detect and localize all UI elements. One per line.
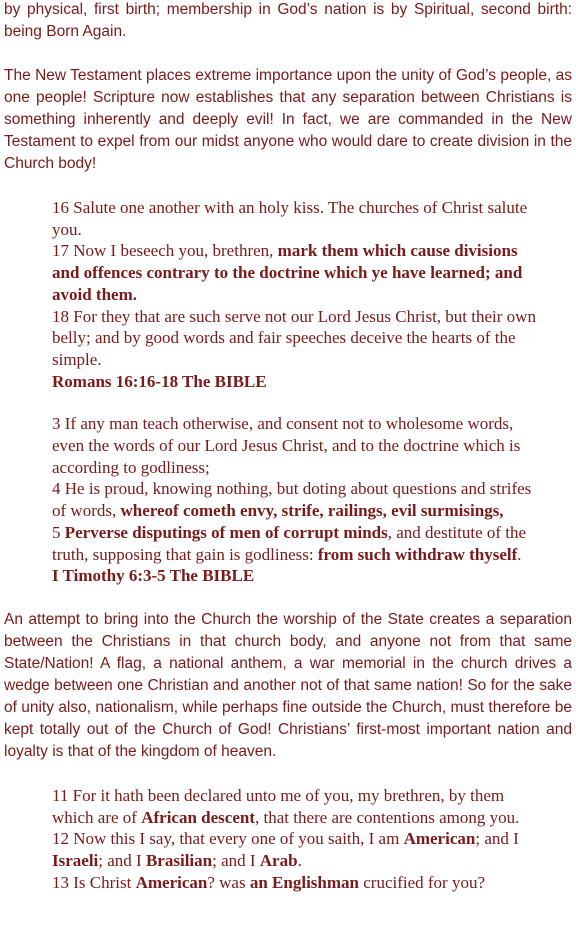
verse-11 <box>52 785 546 828</box>
verse-3: 3 If any man teach otherwise, and consent not to wholesome words, even the words of our Lord Jesus Christ, and to the doctrine which is according to godliness; <box>52 414 521 477</box>
verse-5-end: . <box>517 544 522 564</box>
verse-18: 18 For they that are such serve not our Lord Jesus Christ, but their own belly; and by good words and fair speeches deceive the hearts of the simple. <box>52 306 536 369</box>
verse-12-emphasis-3: Brasilian <box>145 851 213 871</box>
verse-12-sep-3: ; and I <box>212 851 260 871</box>
verse-4 <box>52 478 546 521</box>
scripture-quote-romans <box>52 197 546 392</box>
verse-12-emphasis-2: Israeli <box>52 851 99 871</box>
verse-13 <box>52 872 546 894</box>
verse-13-emphasis-2: an Englishman <box>249 872 359 892</box>
verse-5 <box>52 522 546 565</box>
verse-13-text: 13 Is Christ <box>52 872 136 892</box>
verse-12-emphasis-4: Arab <box>259 851 298 871</box>
verse-11-end: , that there are contentions among you. <box>255 807 520 827</box>
scripture-quote-timothy <box>52 413 546 587</box>
verse-16: 16 Salute one another with an holy kiss. The churches of Christ salute you. <box>52 198 528 239</box>
verse-13-mid: ? was <box>207 872 250 892</box>
verse-12-sep-2: ; and I <box>98 851 146 871</box>
verse-13-end: crucified for you? <box>358 872 486 892</box>
verse-11-emphasis: African descent <box>141 807 255 827</box>
verse-11-text: 11 For it hath been declared unto me of you, my brethren, by them which are of <box>52 785 505 827</box>
verse-5-emphasis-1: Perverse disputings of men of corrupt minds <box>64 522 388 542</box>
scripture-reference-timothy: I Timothy 6:3-5 The BIBLE <box>52 566 255 586</box>
verse-5-number: 5 <box>52 522 65 542</box>
verse-12-emphasis-1: American <box>403 829 476 849</box>
verse-17-emphasis: mark them which cause divisions and offences contrary to the doctrine which ye have learned; and avoid them. <box>52 241 523 304</box>
verse-17 <box>52 240 546 305</box>
body-paragraph-unity: The New Testament places extreme importance upon the unity of God’s people, as one people! Scripture now establishes that any separation between Christians is something inherently and deeply evil! In fact, we are commanded in the New Testament to expel from our midst anyone who would dare to create division in the Church body! <box>4 67 572 172</box>
scripture-reference-romans: Romans 16:16-18 The BIBLE <box>52 371 267 391</box>
scripture-quote-corinthians <box>52 785 546 894</box>
verse-12 <box>52 828 546 871</box>
body-paragraph-nationalism: An attempt to bring into the Church the worship of the State creates a separation between the Christians in that church body, and anyone not from that same State/Nation! A flag, a national anthem, a war memorial in the church drives a wedge between one Christian and another not of that same nation! So for the sake of unity also, nationalism, while perhaps fine outside the Church, must therefore be kept totally out of the Church of God! Christians’ first-most important nation and loyalty is that of the kingdom of heaven. <box>4 610 572 760</box>
verse-12-end: . <box>297 851 302 871</box>
verse-5-emphasis-2: from such withdraw thyself <box>317 544 518 564</box>
verse-12-text: 12 Now this I say, that every one of you saith, I am <box>52 829 404 849</box>
body-paragraph-intro: by physical, first birth; membership in God’s nation is by Spiritual, second birth: being Born Again. <box>4 1 572 40</box>
verse-13-emphasis-1: American <box>135 872 208 892</box>
verse-12-sep-1: ; and I <box>475 829 519 849</box>
verse-5-text: , and destitute of the truth, supposing that gain is godliness: <box>52 522 527 564</box>
verse-4-text: 4 He is proud, knowing nothing, but doting about questions and strifes of words, <box>52 479 532 521</box>
verse-17-text: 17 Now I beseech you, brethren, <box>52 241 278 261</box>
verse-4-emphasis: whereof cometh envy, strife, railings, evil surmisings, <box>120 501 504 521</box>
